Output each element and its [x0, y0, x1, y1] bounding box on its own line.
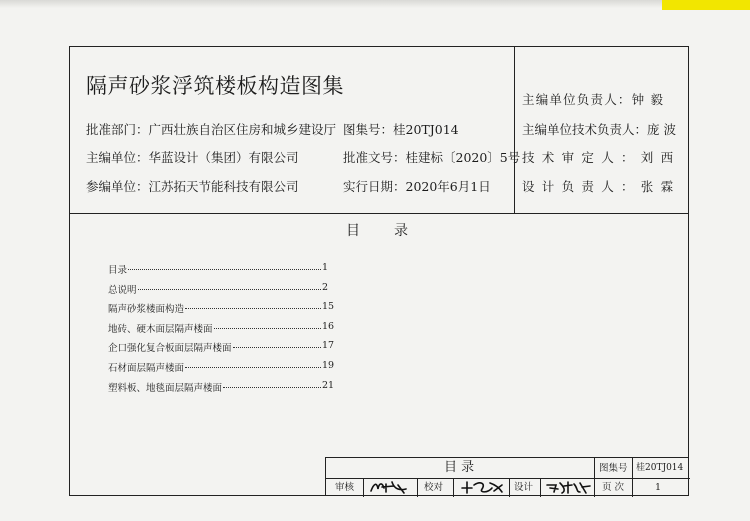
atlas-title: 隔声砂浆浮筑楼板构造图集 — [86, 74, 344, 98]
toc-item-label: 企口强化复合板面层隔声楼面 — [108, 343, 232, 355]
title-block-vline — [540, 478, 541, 497]
toc-heading-char-2: 录 — [394, 223, 408, 239]
title-block — [325, 457, 689, 496]
chief-unit-technical-head: 主编单位技术负责人：庞 波 — [522, 122, 676, 137]
header-divider-horizontal — [69, 213, 689, 214]
atlas-number: 图集号：桂20TJ014 — [343, 122, 459, 137]
chief-editing-unit: 主编单位：华蓝设计（集团）有限公司 — [86, 150, 299, 165]
effective-date: 实行日期：2020年6月1日 — [343, 179, 491, 194]
header-divider-vertical — [514, 46, 515, 213]
leader-dots — [223, 380, 321, 388]
approval-document-number: 批准文号：桂建标〔2020〕5号 — [343, 150, 521, 165]
design-head: 设计负责人：张霖 — [522, 179, 681, 194]
design-label: 设计 — [514, 482, 534, 493]
leader-dots — [138, 282, 321, 290]
check-label: 校对 — [424, 482, 444, 493]
title-block-vline — [363, 478, 364, 497]
title-block-vline — [509, 478, 510, 497]
review-label: 审核 — [335, 482, 355, 493]
leader-dots — [128, 262, 321, 270]
toc-item — [108, 360, 336, 380]
toc-item-label: 隔声砂浆楼面构造 — [108, 304, 185, 316]
leader-dots — [185, 301, 321, 309]
technical-reviewer: 技术审定人：刘西 — [522, 150, 681, 165]
toc-item-page: 1 — [322, 262, 329, 273]
toc-item-label: 目录 — [108, 265, 128, 276]
toc-item — [108, 321, 336, 341]
atlas-number-label: 图集号 — [599, 463, 628, 474]
title-block-vline — [594, 458, 595, 497]
chief-unit-head: 主编单位负责人：钟 毅 — [522, 92, 665, 107]
toc-item-page: 19 — [322, 359, 335, 371]
toc-item — [108, 262, 336, 282]
atlas-number-value: 桂20TJ014 — [636, 463, 684, 473]
designer-signature — [544, 479, 592, 495]
toc-item-page: 15 — [322, 301, 335, 313]
toc-item-label: 地砖、硬木面层隔声楼面 — [108, 323, 213, 335]
toc-item-label: 塑料板、地毯面层隔声楼面 — [108, 382, 223, 394]
page-label: 页 次 — [602, 482, 625, 493]
toc-item-page: 17 — [322, 340, 335, 352]
toc-item-page: 2 — [322, 281, 329, 293]
checker-signature — [458, 479, 506, 495]
toc-item — [108, 301, 336, 321]
toc-item-page: 21 — [322, 379, 335, 391]
toc-item-page: 16 — [322, 320, 335, 332]
toc-item — [108, 340, 336, 360]
toc-item — [108, 380, 336, 400]
title-block-vline — [632, 458, 633, 497]
toc-list — [108, 262, 336, 399]
page-number: 1 — [655, 482, 662, 493]
reviewer-signature — [368, 479, 412, 495]
toc-item — [108, 282, 336, 302]
corner-color-mark — [662, 0, 750, 10]
approval-department: 批准部门：广西壮族自治区住房和城乡建设厅 — [86, 122, 337, 137]
leader-dots — [185, 360, 321, 368]
co-editing-unit: 参编单位：江苏拓天节能科技有限公司 — [86, 179, 299, 194]
scan-shadow — [0, 0, 750, 8]
title-block-vline — [417, 478, 418, 497]
leader-dots — [214, 321, 321, 329]
toc-heading-char-1: 目 — [346, 223, 360, 239]
drawing-title: 目 录 — [444, 460, 475, 475]
leader-dots — [233, 340, 321, 348]
toc-item-label: 总说明 — [108, 284, 137, 296]
toc-heading — [346, 224, 408, 238]
toc-item-label: 石材面层隔声楼面 — [108, 362, 185, 374]
title-block-vline — [453, 478, 454, 497]
